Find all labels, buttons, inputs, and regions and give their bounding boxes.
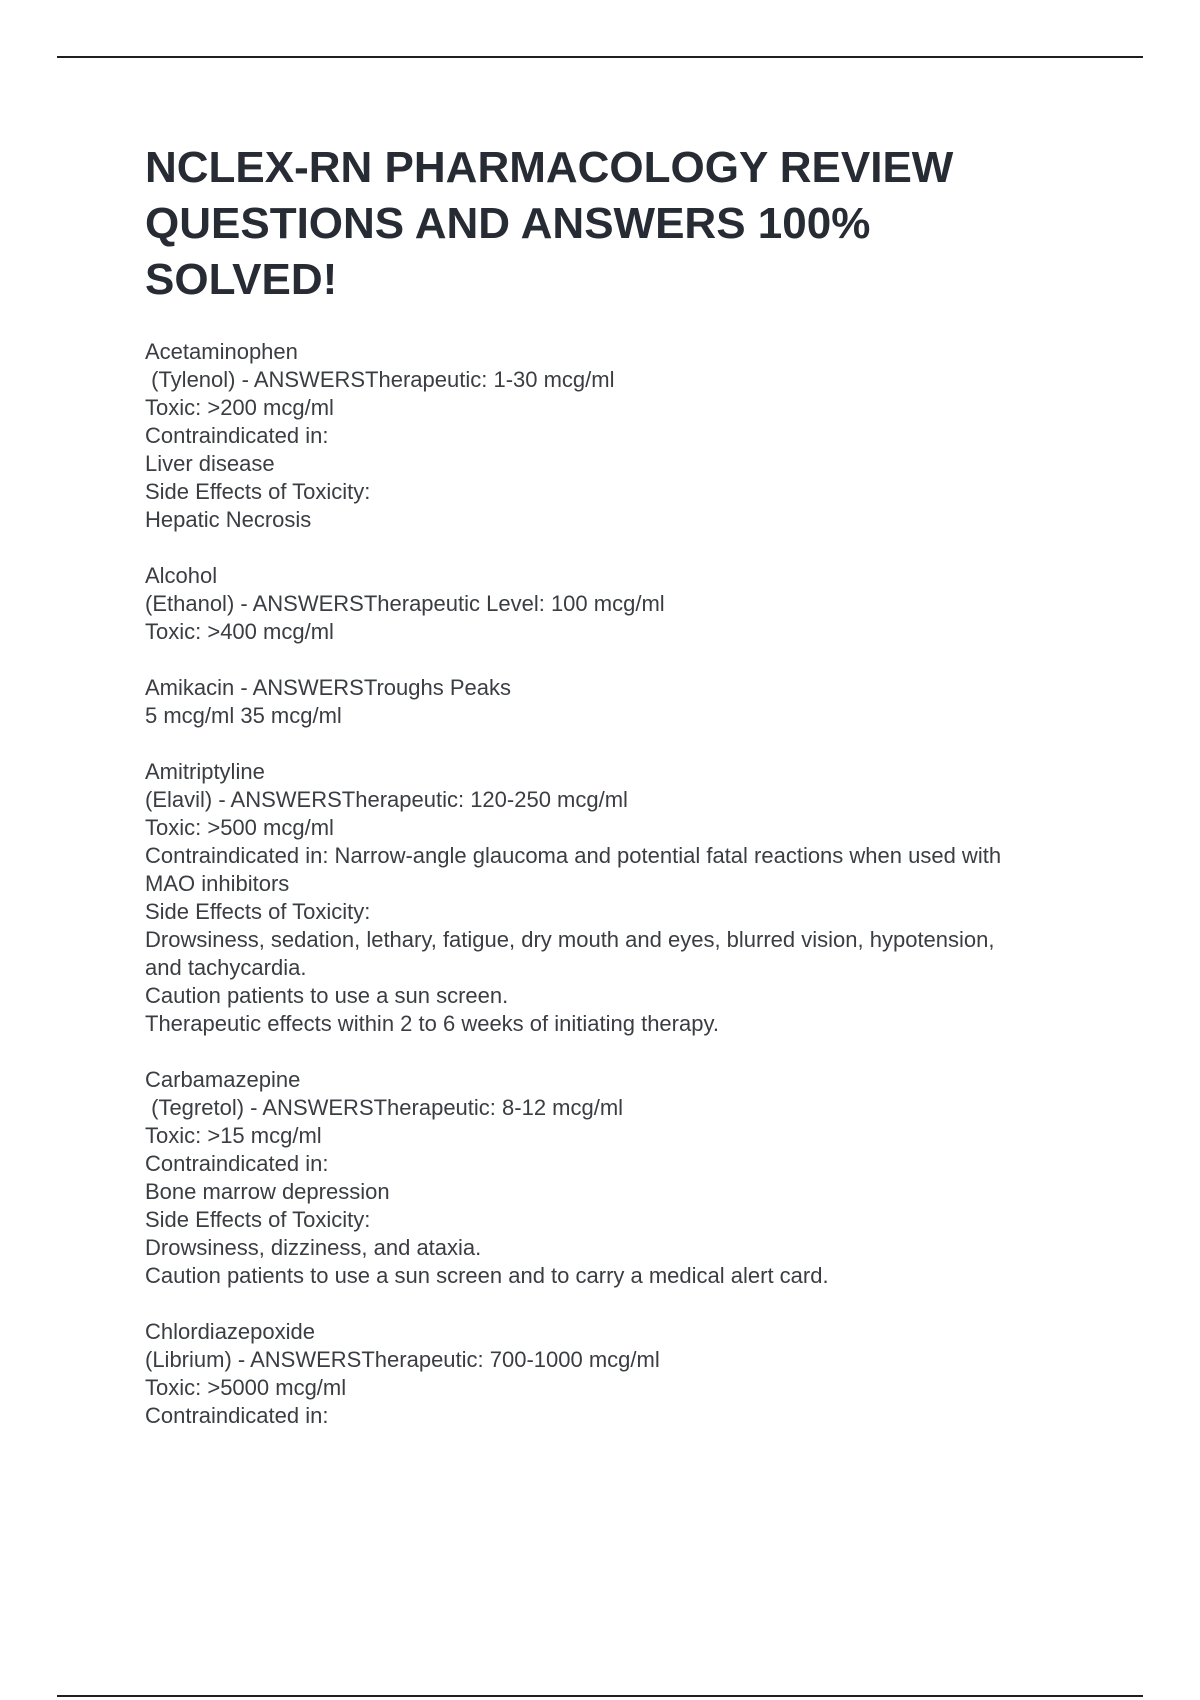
drug-entry xyxy=(145,1066,1105,1290)
entry-line: Side Effects of Toxicity: xyxy=(145,899,371,924)
entry-line: Chlordiazepoxide xyxy=(145,1319,315,1344)
entry-line: Contraindicated in: xyxy=(145,1403,329,1428)
top-divider xyxy=(57,56,1143,58)
document-page xyxy=(145,140,1105,1458)
entry-line: Amitriptyline xyxy=(145,759,265,784)
entry-line: Amikacin - ANSWERSTroughs Peaks xyxy=(145,675,511,700)
entry-line: Alcohol xyxy=(145,563,218,588)
entry-line: Contraindicated in: Narrow-angle glaucoma and potential fatal reactions when used with xyxy=(145,843,1002,868)
entry-line: Toxic: >200 mcg/ml xyxy=(145,395,334,420)
entry-line: Side Effects of Toxicity: xyxy=(145,1207,371,1232)
entry-line: (Librium) - ANSWERSTherapeutic: 700-1000 mcg/ml xyxy=(145,1347,660,1372)
entry-line: Toxic: >15 mcg/ml xyxy=(145,1123,322,1148)
entry-line: (Tegretol) - ANSWERSTherapeutic: 8-12 mcg/ml xyxy=(145,1095,624,1120)
drug-entry xyxy=(145,1318,1105,1430)
drug-entry xyxy=(145,338,1105,534)
entry-line: Drowsiness, sedation, lethary, fatigue, dry mouth and eyes, blurred vision, hypotension, xyxy=(145,927,995,952)
entry-line: Therapeutic effects within 2 to 6 weeks of initiating therapy. xyxy=(145,1011,719,1036)
entry-line: Hepatic Necrosis xyxy=(145,507,312,532)
entry-line: Caution patients to use a sun screen. xyxy=(145,983,509,1008)
entry-line: and tachycardia. xyxy=(145,955,307,980)
entry-line: Toxic: >500 mcg/ml xyxy=(145,815,334,840)
document-title: NCLEX-RN PHARMACOLOGY REVIEW QUESTIONS AND ANSWERS 100% SOLVED! xyxy=(145,143,954,304)
entry-line: Acetaminophen xyxy=(145,339,298,364)
drug-entry xyxy=(145,562,1105,646)
entry-line: Contraindicated in: xyxy=(145,1151,329,1176)
entry-line: Toxic: >5000 mcg/ml xyxy=(145,1375,347,1400)
entry-line: Bone marrow depression xyxy=(145,1179,390,1204)
entry-line: Toxic: >400 mcg/ml xyxy=(145,619,334,644)
entry-line: MAO inhibitors xyxy=(145,871,290,896)
entry-line: Carbamazepine xyxy=(145,1067,301,1092)
drug-entry xyxy=(145,674,1105,730)
entry-line: 5 mcg/ml 35 mcg/ml xyxy=(145,703,342,728)
drug-entry-list xyxy=(145,338,1105,1430)
drug-entry xyxy=(145,758,1105,1038)
entry-line: Side Effects of Toxicity: xyxy=(145,479,371,504)
entry-line: (Elavil) - ANSWERSTherapeutic: 120-250 mcg/ml xyxy=(145,787,628,812)
entry-line: Liver disease xyxy=(145,451,275,476)
entry-line: Contraindicated in: xyxy=(145,423,329,448)
entry-line: (Ethanol) - ANSWERSTherapeutic Level: 100 mcg/ml xyxy=(145,591,665,616)
entry-line: Drowsiness, dizziness, and ataxia. xyxy=(145,1235,482,1260)
entry-line: Caution patients to use a sun screen and to carry a medical alert card. xyxy=(145,1263,829,1288)
bottom-divider xyxy=(57,1695,1143,1697)
entry-line: (Tylenol) - ANSWERSTherapeutic: 1-30 mcg/ml xyxy=(145,367,615,392)
